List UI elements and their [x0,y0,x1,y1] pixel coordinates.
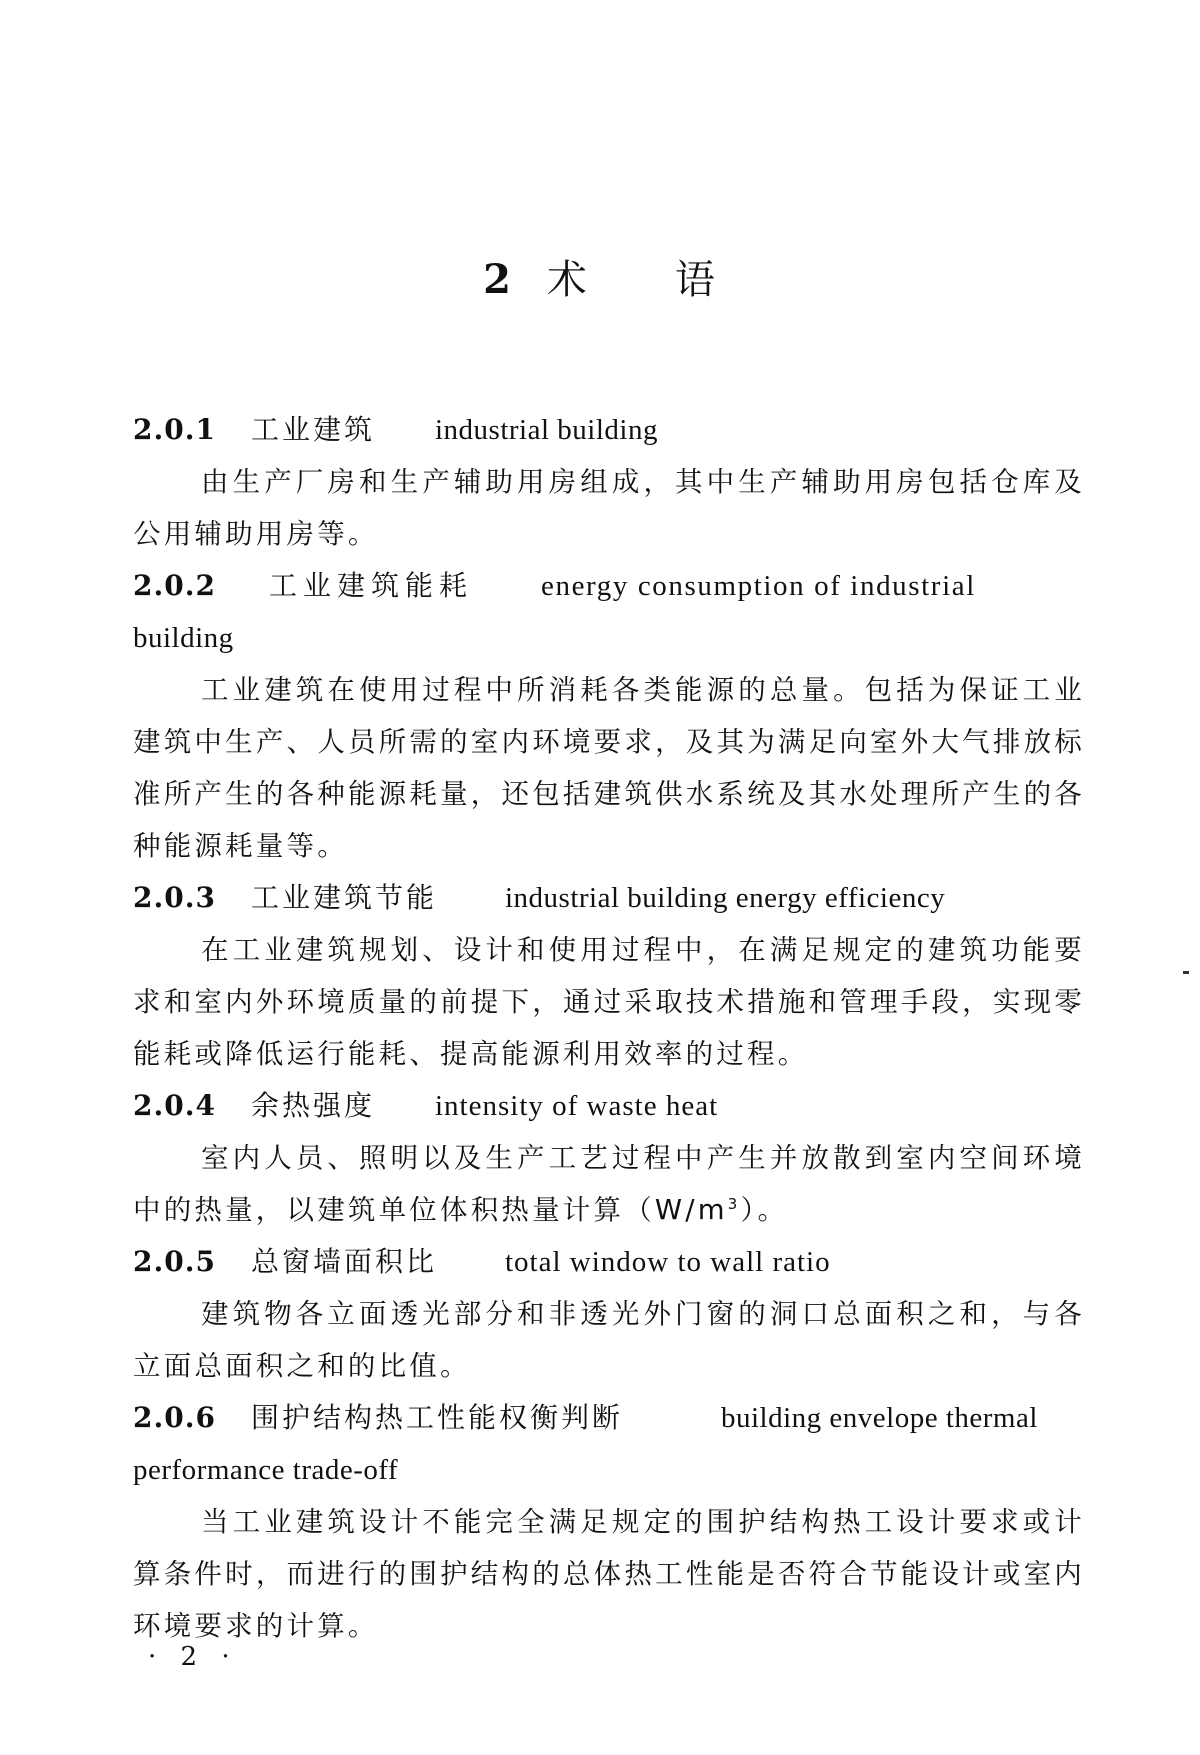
term-chinese: 工业建筑节能 [251,881,438,914]
term-number: 2.0.3 [133,881,216,914]
term-number: 2.0.2 [133,569,216,602]
term-definition: 由生产厂房和生产辅助用房组成，其中生产辅助用房包括仓库及公用辅助用房等。 [133,466,1085,550]
term-number: 2.0.5 [133,1245,216,1278]
superscript: 3 [727,1194,741,1213]
term-chinese: 围护结构热工性能权衡判断 [251,1401,624,1434]
scan-mark [1183,971,1189,974]
term-english: total window to wall ratio [505,1246,831,1278]
chapter-title [0,248,1200,305]
term-english-continued: building [133,622,234,654]
term-number: 2.0.1 [133,413,216,446]
term-definition-text-end: ）。 [740,1194,789,1226]
chapter-title-char-1: 术 [546,257,589,303]
term-english-continued: performance trade-off [133,1454,399,1486]
term-chinese: 余热强度 [251,1089,376,1122]
term-chinese: 总窗墙面积比 [251,1245,438,1278]
term-chinese: 工业建筑 [251,413,376,446]
term-definition [133,1132,1085,1236]
term-definition: 工业建筑在使用过程中所消耗各类能源的总量。包括为保证工业建筑中生产、人员所需的室内环境要求，及其为满足向室外大气排放标准所产生的各种能源耗量，还包括建筑供水系统及其水处理所产生的各种能源耗量等。 [133,674,1085,862]
term-english: energy consumption of industrial [541,570,976,602]
term-entry-2-0-4 [133,1080,1085,1236]
term-english: building envelope thermal [721,1402,1038,1434]
page-number: · 2 · [148,1642,238,1672]
term-definition-text: 室内人员、照明以及生产工艺过程中产生并放散到室内空间环境中的热量，以建筑单位体积热量计算（W/m [133,1142,1085,1226]
term-english: industrial building energy efficiency [505,882,946,914]
term-entry-2-0-6 [133,1392,1085,1652]
term-definition: 建筑物各立面透光部分和非透光外门窗的洞口总面积之和，与各立面总面积之和的比值。 [133,1298,1085,1382]
term-entry-2-0-2 [133,560,1085,872]
term-definition: 在工业建筑规划、设计和使用过程中，在满足规定的建筑功能要求和室内外环境质量的前提下，通过采取技术措施和管理手段，实现零能耗或降低运行能耗、提高能源利用效率的过程。 [133,934,1085,1070]
terms-list [133,404,1085,1652]
term-number: 2.0.6 [133,1401,216,1434]
term-english: intensity of waste heat [435,1090,719,1122]
term-definition: 当工业建筑设计不能完全满足规定的围护结构热工设计要求或计算条件时，而进行的围护结构的总体热工性能是否符合节能设计或室内环境要求的计算。 [133,1506,1085,1642]
term-entry-2-0-5 [133,1236,1085,1392]
term-entry-2-0-1 [133,404,1085,560]
term-english: industrial building [435,414,658,446]
chapter-title-char-2: 语 [674,257,717,303]
term-chinese: 工业建筑能耗 [269,569,474,602]
term-number: 2.0.4 [133,1089,216,1122]
term-entry-2-0-3 [133,872,1085,1080]
chapter-number: 2 [483,256,513,303]
